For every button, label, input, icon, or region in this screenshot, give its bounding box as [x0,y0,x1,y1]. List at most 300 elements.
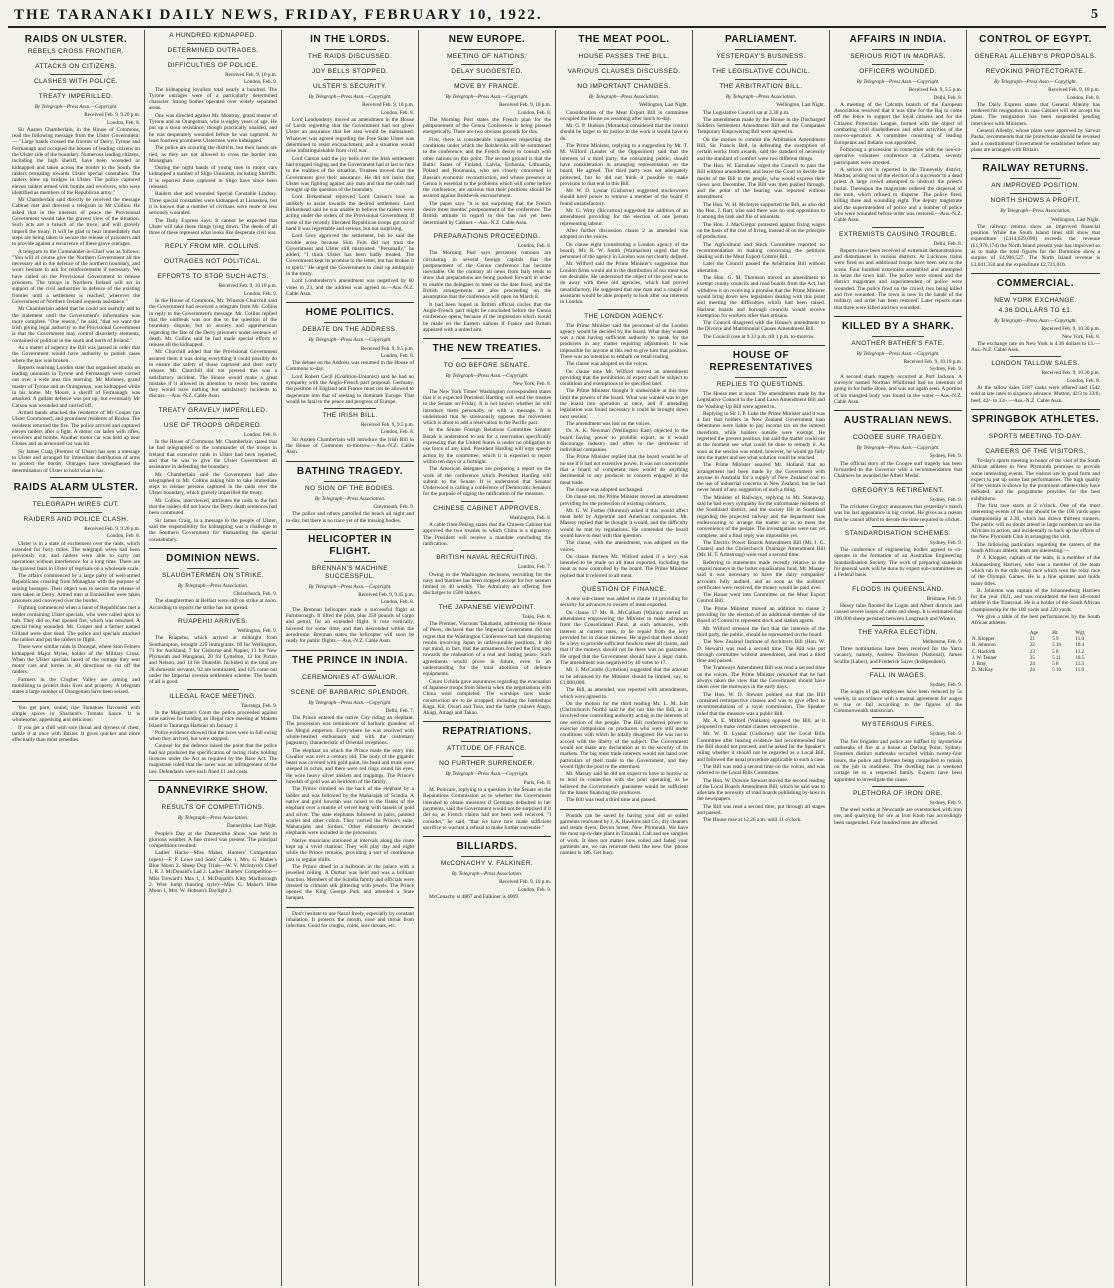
paragraph: Mr. G. P. Hudson (Motueka) considered that the control should be larger to do justice to the work it would have to do. [560,123,688,142]
table-row [971,668,1100,674]
paragraph: P. J. Klopper, captain of the team, is a member of the Johannesburg Harriers, who was a member of the team which ran in the mile relay race which won the relay race of the Olympic Games. He is a fine sprinter and holds many titles. [971,555,1100,587]
byline: By Telegraph—Press Association. [1000,208,1071,215]
dateline: Sydney, Feb. 9. [929,731,962,738]
dateline: Sydney, Feb. 9. [929,539,962,546]
table-cell: 25 [1029,655,1035,661]
headline: AUSTRALIAN NEWS. [843,415,953,427]
subheading: TELEGRAPH WIRES CUT. [32,500,120,508]
paragraph: Mr. Collins, interviewed, attributes the raids to the fact that the raiders did not know the Derry death sentences had been commuted. [149,497,277,517]
paragraph: The Bill, as amended, was reported with amendments, which were agreed to. [560,687,688,700]
paragraph: General Allenby, whose plans were approved by Sarwat Pasha, recommends that the protectorate should be revoked and a constitutional Government be established before any plans are arranged with Britain. [971,128,1100,153]
subheading: THE RAIDS DISCUSSED. [307,53,393,60]
paragraph: The House rose at 12.26 a.m. until 11 o'clock. [703,817,802,824]
subheading: RESULTS OF COMPETITIONS. [161,803,265,811]
divider [872,483,923,484]
divider [286,302,414,303]
divider [735,49,786,50]
paragraph: A serious riot is reported in the Tinnevelly district, Madras, arising out of the election of a successor to a dead priest. A large crowd attempted to obstruct the priest's burial. Thereupon the magistrate ordered the dispersal of the mob, which refused to disperse. The police fired, killing three and wounding eight. The deputy magistrate and the superintendent of police and a number of police who were wounded before order was restored.—Aus.-N.Z. Cable Assn. [834,166,962,224]
paragraph: The Prime Minister moved an addition to clause 2 providing for the election of an additional member of the Board of Control to represent stock and station agents. [697,605,825,625]
subheading: REVOKING PROTECTORATE. [985,68,1086,75]
divider [598,582,649,583]
divider [598,309,649,310]
subheading: USE OF TROOPS ORDERED. [163,421,263,429]
paragraph: Mr. Churchill added that the Provisional Government assured them it was doing everything it could possibly do to ensure the safety of those captured and their early release. Mr. Churchill did not pretend this was a satisfactory incident. The House would make a great mistake if it allowed its attention to recent few months they would have nothing but satisfactory incidents to discuss.—Aus.-N.Z. Cable Assn. [149,349,277,400]
divider [286,529,414,530]
byline: By Telegraph—Press Association. [177,814,249,821]
paragraph: If you get a chill with sore throat and dryness of chest, tackle it at once with Baxter. It gives quicker and more effectually than most remedies. [12,724,140,744]
byline: By Telegraph—Press Association. [177,582,249,589]
dateline: Received Feb. 9, 10.30 p.m. [1041,326,1100,333]
paragraph: A cable from Peking states that the Chinese Cabinet has approved the two treaties to which China is a signatory. The President will receive a mandate concluding the ratification. [423,522,551,547]
paragraph: To-day's sports meeting in honor of the visit of the South African athletes to New Plymouth promises to provide some interesting events. The visitors are in good form and expect to put up some fast performances. The high quality of the visitors is shown by the prominent athletes they have defeated, and the programme provides for the best exhibitions. [971,457,1100,502]
dateline: London, Feb. 9. [244,290,277,297]
dateline: New York, Feb. 8. [1062,333,1100,340]
paragraph: You get pure, sound, ripe Tomatoes flavoured with simple spices in Sharland's Tomato Sauce. It is wholesome, appetising and delicious. [12,704,140,724]
subheading: DEBATE ON THE ADDRESS. [302,326,398,334]
dateline: Received Feb. 9, 5.5 p.m. [908,87,962,94]
dateline: Received Feb. 9, 9.20 p.m. [84,112,140,119]
divider [560,809,688,810]
divider [286,907,414,908]
paragraph: The Daily Express says: It cannot be expected that Ulster will take these things lying down. The deeds of all three of these represent what looks like desperate civil war. [149,217,277,237]
paragraph: The Morning Post states the French plan for the postponement of the Genoa Conference is being pressed energetically. There are two obvious grounds for this. [423,116,551,136]
dateline: London, Feb. 8. [107,533,140,540]
dateline: Received Feb. 9, 10 p.m. [225,72,277,78]
paragraph: The conference of engineering bodies agreed to co-operate in the formation of an Australian Engineering Standardisation Society. The work of preparing standards for general work will be done by expert sub-committees on a Federal basis. [834,547,962,579]
headline: HOME POLITICS. [305,307,395,319]
divider [1010,64,1062,65]
dateline: Wellington, Last Night. [639,102,688,109]
paragraph: On the motion to commit the Arbitration Amendment Bill, Sir Francis Bell, in defending the exemption of certain works from awards, said the standard of necessity and the standard of comfort were two different things. [697,136,825,162]
headline: RAIDS ALARM ULSTER. [13,481,139,493]
paragraph: It had been hoped in British official circles that the Anglo-French pact might be concluded before the Genoa conference opens, because of the impression which would be made on the Eastern nations if France and Britain appeared with a united aim. [423,301,551,333]
paragraph: Don't hesitate to use Nazol freely, especially by constant inhalation. It protects the mouth, nose and throat from infection. Good for coughs, colds, sore throats, etc. [286,910,414,930]
paragraph: The Brennan helicopter made a successful flight at Farnborough. It lifted the pilot, plus 250 pounds of cargo and petrol, for an extended flight. It rose vertically, hovered for some time, and then descended within the aerodrome. Brennan states the helicopter will soon be ready for public flights.—Aus.-N.Z. Cable Assn. [286,606,414,645]
dateline: London, Feb. 9. [244,79,277,86]
dateline: Received Feb. 9, 10 p.m. [362,102,414,109]
byline: By Telegraph—Press Assn.—Copyright. [994,317,1077,324]
divider [461,856,512,857]
paragraph: On the motion for the third reading Mr. L. M. Isitt (Christchurch North) said he did not like the Bill, as it involved one controlling authority acting in the interests of one section of the people. The Bill conferred power to exercise compulsion on producers who were still under conditions with which he totally disagreed. He was not in accord with the liberty of the subject. The Government would not make any declaration as to the security of its markets. The big meat trade interests would not hand over particulars of their trade to the Government, and they would fight the pool to the uttermost. [560,700,688,770]
table-cell: 5 8 [1052,662,1059,668]
subheading: REPLY FROM MR. COLLINS. [164,243,261,251]
divider [461,79,512,80]
divider [423,338,551,339]
paragraph: B. Johnston was captain of the Johannesburg Harriers for the year 1921, and was considered the best all-round athlete in the Transvaal. He is a holder of the South African championship for the 100 yards and 220 yards. [971,587,1100,613]
divider [187,614,238,615]
divider [324,79,375,80]
headline: CONTROL OF EGYPT. [979,34,1092,45]
dateline: Washington, Feb. 8. [509,514,551,521]
paragraph: Three nominations have been received for the Yarra vacancy, namely, Andrew Davidson (National), James Scullin (Labor), and Frederick Sayer (Independent). [834,646,962,665]
masthead-title: THE TARANAKI DAILY NEWS, FRIDAY, FEBRUARY 10, 1922. [14,6,543,23]
byline: By Telegraph—Press Assn.—Copyright. [856,445,940,452]
byline: By Telegraph—Press Association. [588,94,660,100]
divider [461,229,512,230]
paragraph: The elephant on which the Prince made the entry into Gwalior was over a century old. The body of the gigantic beast was covered with gold paint, his head and trunk were steeped in ochre, and there were red rings round his eyes. He wore heavy silver anklets and trappings. The Prince's howdah of gold was an heirloom of the family. [286,747,414,786]
paragraph: The clause, with the amendment, was adopted on the voices. [560,540,688,553]
table-cell: J. W. Tenner [972,655,997,661]
dateline: Sydney, Feb. 9. [929,453,962,460]
dateline: London, Feb. 8. [244,431,277,438]
subheading: THE IRISH BILL. [322,412,378,420]
headline: AFFAIRS IN INDIA. [849,34,947,45]
paragraph: Farmers in the Clogher Valley are arming and mobilising to protect their lives and property. A telegram states a large number of Orangemen have been seized. [12,676,140,696]
table-cell: D. McKay [972,668,994,674]
dateline: London, Feb. 8. [381,429,414,436]
paragraph: Following a procession in connection with the non-co-operative volunteer conference at Calcutta, seventy participants were arrested. [834,146,962,166]
subheading: MYSTERIOUS FIRES. [861,721,935,729]
divider [872,49,923,50]
table-cell: C. Hasforth [972,649,996,655]
divider [187,58,238,59]
divider [1010,356,1062,357]
paragraph: Reports reaching London state that organised attacks on leading unionists in Tyrone and Fermanagh were carried out over a wide area this morning. Mr Moloney, grand master of Tyrone and an Orangeman, was kidnapped while in his home. Mr Moore, a sheriff of Fermanagh, was attacked. A gallant defence was put up, but eventually Mr Carson was wounded and carried off. [12,364,140,409]
headline: DANNEVIRKE SHOW. [157,784,269,796]
headline: HOUSE OF REPRESENTATIVES [709,349,813,373]
divider [187,568,238,569]
table-cell: 21 [1029,636,1035,642]
column-7 [830,30,967,1286]
paragraph: Ulster is in a state of excitement over the raids, which extended for forty miles. The telegraph wires had been previously cut, and raiders were able to carry out operations without interference for a long time. There are the gravest fears in Ulster of reprisals on a wholesale scale. [12,540,140,572]
subheading: OUTRAGES NOT POLITICAL. [164,258,262,266]
dateline: Delhi, Feb. 8. [933,240,962,247]
headline: NEW EUROPE. [448,34,526,45]
subheading: ATTITUDE OF FRANCE. [446,745,528,753]
headline: SPRINGBOK ATHLETES. [971,413,1100,425]
divider [50,89,101,90]
divider [324,561,375,562]
paragraph: The Council disagreed with the House's amendment to the Divorce and Matrimonial Causes Amendment Bill. [697,320,825,333]
paragraph: Lord Londonderry moved an amendment in the House of Lords regretting that the Government had not given Ulster an assurance that her area would be maintained. Whatever was agreed regarding the Free State Ulster was determined to resist encroachment, and a situation would arise indistinguishable from civil war. [286,116,414,155]
paragraph: Mr Chamberlain added that he could not usefully add to the statement until the Government's information was more complete. "One reason," he said, "that we want the Irish giving legal authority to the Provisional Government is that the Government may control disorderly elements, contained or political in the south and north of Ireland." [12,306,140,344]
subheading: BRITISH NAVAL RECRUITING. [436,554,538,562]
subheading: SCENE OF BARBARIC SPLENDOR. [290,688,410,696]
paragraph: Counsel for the defence raised the point that the police had not produced the specification of racing clubs holding licences under the Act as required by the Race Act. The magistrate ruled that the races was an infringement of the law. Defendants were each fined £1 and costs. [149,743,277,775]
paragraph: The official story of the Coogee surf tragedy has been forwarded to the Governor with a recommendation that Chalmers be awarded the Albert Medal. [834,460,962,480]
paragraph: Sir James Craig, in a message to the people of Ulster, said the responsibility for kidnapping was a challenge to the Southern Government for dismantling the special constabulary. [149,517,277,543]
divider [187,403,238,404]
divider [324,49,375,50]
subheading: ILLEGAL RACE MEETING. [169,692,257,700]
dateline: Sydney, Feb. 9. [929,682,962,688]
headline: HELICOPTER IN FLIGHT. [308,533,392,557]
headline: DOMINION NEWS. [166,552,260,564]
paragraph: Mr. A. E. Mitford (Waikato) opposed the Bill, as it proposed to make certain clauses retrospective. [697,717,825,731]
table-header-cell: Age [1029,630,1039,636]
subheading: NO SIGN OF THE BODIES. [305,484,395,492]
divider [149,548,277,549]
paragraph: In the Magistrate's Court the police proceeded against nine natives for holding an illegal race meeting at Maketu Island to Tauranga Harbour on January 3. [149,709,277,729]
divider [286,650,414,651]
divider [324,670,375,671]
table-cell: 23 [1029,649,1035,655]
subheading: SERIOUS RIOT IN MADRAS. [850,53,946,60]
paragraph: In the Senate Foreign Relations Committee Senator Borah is understood to ask for a reservation specifically expressing that the United States is under no obligation to use force of any kind. President Harding will urge speedy action by the committee, which it is expected to report within ten days or a fortnight. [423,427,551,465]
paragraph: Mr. G. W. Forbes (Hurunui) asked if this would affect meat held by Argentine and American companies. Mr. Massey replied that he thought it would, and the difficulty would be met by regulations. He contended the board would have to deal with that question. [560,507,688,539]
paragraph: The Prince dined in a ballroom in the palace with a jewelled ceiling. A Durbar was held and was a brilliant function. Members of the Scindia family and officials were dressed in crimson silk glittering with jewels. The Prince opened the King George Park and attended a State banquet. [286,863,414,902]
table-cell: 5 8 [1052,649,1059,655]
subheading: THE ARBITRATION BILL. [719,83,803,90]
divider [50,477,101,478]
divider [598,64,649,65]
paragraph: The House met at noon. The amendments made by the Legislative Council in the Land Laws Amendment Bill and the Washing-Up Bill were agreed to. [697,390,825,410]
subheading: TO GO BEFORE SENATE. [443,362,531,370]
headline: COMMERCIAL. [996,277,1075,289]
divider [1010,193,1062,194]
table-cell: 11.0 [1075,668,1084,674]
subheading: PREPARATIONS PROCEEDING. [433,232,541,240]
paragraph: The paper says "it is not surprising that the French desire three months' postponement of the conference. The British attitude in regard to this has not yet been determined by Cabinet.—Aus.-N.Z. Cable Assn. [423,200,551,226]
divider [461,756,512,757]
paragraph: Mr. W. D. Lysnar (Gisborne) suggested stockowners should have power to remove a member of the board if found unsatisfactory. [560,188,688,207]
divider [324,408,375,409]
paragraph: First, there is considerable vagueness respecting the conditions under which the Bolsheviks will be summoned to the conference, and the French desire to consult with other nations on this point. The second ground is that the Baltic States of Finland, Latvia, Esthonia, Lithuania, Poland and Roumania, who are closely concerned in Russia's economic reconstruction, and whose presence at Genoa is essential to the problems which will come before the conference, are anxious that their positions should be assured against Bolshevik encroachment. [423,136,551,200]
divider [1010,49,1062,50]
divider [187,269,238,270]
headline: KILLED BY A SHARK. [842,320,954,332]
subheading: MOVE BY FRANCE. [454,83,520,90]
paragraph: Native musicians stationed at intervals along the route kept up a vivid clamour. They will play day and night while the Prince remains, providing a sort of continuous jazz in regular shifts. [286,837,414,863]
divider [971,409,1100,410]
divider [598,49,649,50]
divider [971,273,1100,274]
paragraph: Mr. W. D. Lysnar (Gisborne) said the Local Bills Committee after hearing evidence had recommended that the Bill should not proceed, and he asked for the Speaker's ruling whether it should not be regarded as a Local Bill, and followed the usual procedure applicable to such a case. [697,731,825,763]
paragraph: The Electric Power Boards Amendment Bill (Mr. J. G. Coates) and the Christchurch Drainage Amendment Bill (Mr. H. T. Armstrong) were read a second time. [697,539,825,559]
paragraph: The amendments made by the House in the Discharged Soldiers Settlement Amendment Bill and the Companies Temporary Empowering Bill were agreed to. [697,116,825,136]
paragraph: A new sub-clause was added to clause 14 providing for security for advances to owners of meat exported. [560,596,688,609]
paragraph: The first race starts at 2 o'clock. One of the most interesting events of the day should be the 100 yards open championship at 2.30, which has drawn thirteen runners. The public will no doubt attend in large numbers to see the Africans in action, and incidentally to back up the efforts of the New Plymouth Club in arranging the visit. [971,502,1100,541]
subheading: SPORTS MEETING TO-DAY. [988,432,1083,440]
paragraph: The Premier, Viscount Takahashi, addressing the House of Peers, declared that the Imperial Government did not regret that the Washington Conference had had disquieting results involving Japan in unfavourable positions. It did not mind, in fact, that the armaments formed the first step towards the realisation of a real and lasting peace. Such agreements would prove in future, even to an understanding for the total abolition of defence equipments. [423,621,551,678]
paragraph: The Hon. W. D. Stewart pointed out that the Bill contained retrospective clauses and was to give effect to recommendations of a royal commission. The Speaker ruled that the measure was a public Bill. [697,691,825,717]
divider [187,239,238,240]
dateline: Wellington, Last Night. [1051,216,1100,223]
paragraph: Armed bands attacked the residence of Mr Cooper (an Ulster Commoner), and prominent residents of Roslea. The residents returned the fire. The police arrived and captured eleven raiders after a fight. A motor car laden with rifles, revolvers and bombs. Another motor car was held up near Clones and an armoured car was hit. [12,409,140,448]
paragraph: Mr. Massey said he did not expect to have to borrow or to lend in connection with the pool operating, as he believed the Government's guarantee would be sufficient for the banks financing the producers. [560,771,688,796]
byline: By Telegraph—Press Association. [451,871,523,878]
divider [735,79,786,80]
dateline: Tokio, Feb. 8. [522,613,551,620]
divider [286,461,414,462]
subheading: THE LONDON AGENCY. [584,312,664,320]
dateline: Received Feb. 9, 10.30 p.m. [1041,370,1100,377]
subheading: VARIOUS CLAUSES DISCUSSED. [567,68,681,75]
paragraph: One was directed against Mr. Montray, grand master of Tyrone and an Orangeman, who is eighty years of age. He put up a stout resistance, though practically unaided, and he was desperately wounded before he was captured. At least fourteen prominent Ulstermen were kidnapped. [149,112,277,144]
divider [735,64,786,65]
dateline: Tauranga, Feb. 9. [240,702,277,709]
divider [461,501,512,502]
paragraph: People's Day at the Dannevirke Show was held in glorious weather. A fine crowd was present. The principal competitions resulted: [149,830,277,850]
table-cell: 5 9 [1052,636,1059,642]
dateline: London, Feb. 8. [1067,377,1100,384]
subheading: ANOTHER BATHER'S FATE. [851,339,945,347]
subheading: TREATY GRAVELY IMPERILLED. [158,406,268,414]
divider [1010,444,1062,445]
divider [834,410,962,411]
subheading: REBELS CROSS FRONTIER. [27,48,125,55]
column-8 [967,30,1104,1286]
divider [1010,429,1062,430]
paragraph: The amendment was lost on the voices. [566,420,651,427]
paragraph: Ladies' Hacks—Miss Maher. Hunters' Competition (open)—F. P. Lowe and Sons' Cable 1, Mrs. G. Maher's Blue Moon 2. Sheep Dog Trials—W. V. McIntyre's Chief 1, R. J. McDonald's Lad 2. Ladies' Hunters' Competition—Miss Treward's Max 1, J. McDonald's Kitty Marlborough 2. Wire Jump (hunting style)—Miss G. Maher's Blue Moon 1, Mrs. W. Hobson's Daylight 2. [149,850,277,895]
paragraph: Sir James Craig (Premier of Ulster) has sent a message to Ulster and arranged for immediate distribution of arms to protect the border. Outrages have strengthened the determination of Ulster to hold what it has. [12,448,140,474]
paragraph: The Bill was read a second time on the voices, and was referred to the Local Bills Committee. [697,763,825,777]
paragraph: The Hon. W. Downie Stewart moved the second reading of the Local Boards Amendment Bill, which he said was to alleviate the necessity of road boards publishing by-laws in the newspapers. [697,777,825,803]
subheading: 4.36 DOLLARS TO £1. [998,306,1073,314]
dateline: London, Feb. 8. [1067,94,1100,101]
divider [461,600,512,601]
dateline: London, Feb. 8. [518,109,551,116]
paragraph: Raiders shot and wounded Special Constable Lindsay. Three special constables were kidnapped at Lisnaskea, but it is known that a number of civilians were more or less seriously wounded. [149,191,277,217]
divider [971,158,1100,159]
subheading: TREATY IMPERILLED. [38,93,114,100]
subheading: FLOODS IN QUEENSLAND. [852,585,944,593]
paragraph: In the House of Commons Mr. Chamberlain stated that he had telegraphed to the commander of the troops in Ireland that extensive raids in Ulster had been reported, and that he was to give the Ulster Government all assistance in defending the boundary. [149,439,277,471]
headline: THE PRINCE IN INDIA. [291,654,409,666]
subheading: FALL IN WAGES. [869,672,927,679]
paragraph: Lord Birkenhead reproved Lord Carson's tone as unlikely to assist towards the desired settlement. Lord Birkenhead said he was unable to believe the raiders were acting under the orders of the Provisional Government. If some of the recently liberated Republican troops got out of hand it was regrettable and serious, but not surprising. [286,194,414,232]
divider [872,430,923,431]
paragraph: As a matter of urgency the Bill was passed in order that the Government would have authority to punish cases where the law was broken. [12,344,140,364]
subheading: CHINESE CABINET APPROVES. [433,504,541,512]
paragraph: In the House of Commons, Mr. Winston Churchill said the Government had received a telegram from Mr. Collins in reply to the Government's message. Mr. Collins replied that the outbreak was not due to the question of the boundary dispute, but to anxiety and apprehension regarding the fate of the Derry prisoners under sentence of death. Mr. Collins said he had made special efforts to release all the kidnapped. [149,298,277,349]
paragraph: The wages of gas employees have been reduced by 5s weekly, in accordance with a mutual agreement for wages to rise or fall according to the figures of the Commonwealth statistician. [834,689,962,715]
paragraph: The Minister of Railways, replying to Mr. Stanaway, said he had every sympathy for the unfortunate residents of the Southland district, and the society felt in Southland regarding the projected railway and the department was endeavouring to arrange the matter so as to meet the convenience of the people. The investigations were not yet complete, and a final reply was impossible yet. [697,494,825,539]
subheading: THE JAPANESE VIEWPOINT. [438,603,536,611]
paragraph: Lord Robert Cecil (Coalition-Unionist) said he had no sympathy with the Anglo-French pact proposal. Germany, the position of England and France must not be allowed to degenerate into that of seeking to dominate Europe. That would be fatal to the peace and progress of Europe. [286,373,414,405]
page-number: 5 [1091,7,1100,22]
subheading: CEREMONIES AT GWALIOR. [302,673,398,681]
byline: By Telegraph—Press Assn.—Copyright. [445,373,529,380]
table-cell: 24 [1029,668,1035,674]
headline: RAIDS ON ULSTER. [24,34,128,45]
paragraph: The police are scouring the districts, but their hands are tied, as they are not allowed to cross the border into Monaghan. [149,145,277,164]
subheading: GENERAL ALLENBY'S PROPOSALS. [974,53,1097,60]
divider [324,481,375,482]
paragraph: Reports have been received of extremist demonstrations and disturbances in various districts. At Lucknow trains were fired on and additional troops have been sent to the scene. Four hundred extremists assembled and attempted to seize the town hall. The police were stoned and the district magistrate and superintendent of police were wounded. The police fired on the crowd, two being killed and five wounded. The town is now in the hands of the military, and order has been restored. Later reports state that three were killed and two wounded. [834,247,962,311]
subheading: OFFICERS WOUNDED. [859,68,937,75]
subheading: RAIDERS AND POLICE CLASH. [23,515,129,523]
paragraph: Pounds can be saved by having your old or soiled garments renovated by J. A. Hawkins and Co., dry cleaners and steam dyers, Devon Street, New Plymouth. We have the most up-to-date plant in Taranaki. Call and see samples of work. It does not matter how soiled and faded your garments are, we can renovate them like new. Our 'phone number is 186. Get busy. [560,812,688,857]
subheading: HOUSE PASSES THE BILL. [578,53,670,60]
paragraph: The Prime Minister assured Mr. Holland that no arrangement had been made by the Government with anyone in Australia for a supply of New Zealand coal to the use of industrial concerns in New Zealand, but he had never heard of any suggestion of such a thing. [697,462,825,494]
subheading: QUESTION OF FINANCE. [581,586,667,594]
subheading: NORTH SHOWS A PROFIT. [990,197,1081,205]
headline: THE MEAT POOL. [578,34,670,45]
paragraph: Fighting commenced when a band of Republicans met a tender containing Ulster specials, who were called upon to halt. They did so, but opened fire, which was returned. A special being wounded. Mr. Cooper and a farmer named Gilland were shot dead. The police and specials attacked the raiders and put the raiders to flight. [12,605,140,643]
dateline: Received Feb. 9, 10.10 p.m. [903,359,962,366]
divider [872,668,923,669]
dateline: Christchurch, Feb. 9. [233,591,277,598]
dateline: Sydney, Feb. 9. [929,799,962,806]
dateline: Sydney, Feb. 9. [929,366,962,373]
table-cell: 10.5 [1075,655,1085,661]
dateline: London, Feb. 7. [518,564,551,571]
paragraph: On clause eight (constituting a London agency of the board), Mr. R. W. Smith (Waimarino) urged that the personnel of the agency in London was not clearly defined. [560,241,688,261]
paragraph: The following particulars regarding the careers of the South African athletic team are interesting:— [971,541,1100,555]
divider [187,689,238,690]
subheading: ATTACKS ON CITIZENS. [35,63,117,70]
paragraph: Mr. G. Witty (Riccarton) suggested the addition of an amendment providing for the election of one person representing labour. [560,208,688,227]
paragraph: Lord Carson said the joy bells over the Irish settlement had stopped ringing and the Government had at last to face to the realities of the situation. Trustees moved that the Government give their assurance. He did not insist that Ulster was fighting against any man and that the raids had brought up the question of the boundary. [286,155,414,194]
divider [1010,293,1062,294]
subheading: YESTERDAY'S BUSINESS. [716,53,806,60]
subheading: AN IMPROVED POSITION. [991,182,1080,190]
table-header-cell: Wgt. [1075,630,1086,636]
dateline: Sydney, Feb. 9. [929,496,962,503]
byline: By Telegraph—Press Assn.—Copyright. [308,583,392,590]
divider [187,418,238,419]
paragraph: The Tramways Amendment Bill was read a second time on the voices. The Prime Minister remarked that he had always taken the view that the Government should have taken over the tramways in the early days. [697,665,825,691]
subheading: A HUNDRED KIDNAPPED. [169,32,257,39]
subheading: THE LEGISLATIVE COUNCIL. [711,68,811,75]
paragraph: The Prime Minister thought it undesirable at this time limit the powers of the board. What was wanted was to get the board into operation at once, and if amending legislation was found necessary it could be brought down next session. [560,388,688,420]
table-cell: 5 10 [1052,643,1061,649]
dateline: Delhi, Feb. 8. [933,94,962,101]
paragraph: The American delegates are preparing a report on the work of the conference which President Harding will submit to the Senate. It is understood that Senator Underwood is calling a conference of Democratic Senators for the purpose of urging the ratification of the measure. [423,466,551,498]
divider [872,625,923,626]
column-6 [693,30,830,1286]
paragraph: The clause was adopted unchanged. [566,486,644,493]
paragraph: The Prime Minister, replying to a suggestion by Mr. T. M. Wilford (Leader of the Opposition) said that the interests of a third party, the consuming public, should have consideration in arranging representation on the board. He agreed. The third party was not adequately protected, but he did not think it possible to make provision to that end in this Bill. [560,143,688,187]
byline: By Telegraph—Press Assn.—Copyright. [856,350,940,357]
subheading: MEETING OF NATIONS. [446,53,528,60]
divider [697,345,825,346]
divider [187,43,238,44]
divider [461,64,512,65]
table-cell: N. Klopper [972,636,995,642]
table-cell: 24 [1029,662,1035,668]
paragraph: During the night bands of young men in motor cars kidnapped a number of Sligo Unionists, including Sheriffs. It is reported those captured in Sligo have since been released. [149,165,277,191]
dateline: London, Feb. 8. [518,242,551,249]
dateline: Wellington, Last Night. [776,102,825,109]
table-cell: 10.4 [1075,643,1085,649]
paragraph: The Hon. W. Earnshaw urged the Council to pass the Bill without amendment, and leave the Court to decide the merits of the Bill to the people, who would express their views next December. The Bill was then pushed through, and the point of the hearing was reported without amendment. [697,162,825,201]
headline: REPATRIATIONS. [442,726,532,738]
paragraph: At the tallow sales 5187 casks were offered and 1542 sold at late rates to sixpence advance. Mutton, 42/3 to 33/6; beef, 42/- to 33/-.—Aus.-N.Z. Cable Assn. [971,385,1100,404]
paragraph: Mr. Wilford stressed the fact that the interests of the third party, the public, should be represented on the board. [697,625,825,638]
paragraph: The Prime Minister said the personnel of the London agency would be decided by the board. What they wanted was a man having sufficient authority to speak for the producers in any matter requiring adjustment. It was impossible for anyone at this end to give him that position. There was no intention to embark on retail trading. [560,322,688,360]
divider [423,721,551,722]
columns [8,30,1106,1286]
divider [461,550,512,551]
dateline: Dannevirke, Last Night. [226,823,277,830]
dateline: Delhi, Feb. 7. [385,707,414,714]
dateline: Received Feb. 9, 9.45 p.m. [358,592,414,599]
divider [872,582,923,583]
paragraph: Lord Londonderry's amendment was negatived by 60 votes to 23, and the address was agreed to.—Aus.-N.Z. Cable Assn. [286,278,414,297]
paragraph: The slaughtermen at Belfast were still on strike at noon. According to reports the strike has not spread. [149,598,277,611]
table-cell: J. Bray [972,662,987,668]
paragraph: Replying to Sir J. P. Luke the Prime Minister said it was a fact that holders in New Zealand Government loan debentures were liable to pay income tax on the interest therefrom, while holders outside were exempt. He regretted the present position, but said the matter could not at the moment see what could be done to remedy it. As soon as the session was ended, however, he would go fully into the matter and see what solution could be reached. [697,410,825,461]
divider [872,227,923,228]
byline: By Telegraph—Press Assn.—Copyright. [994,79,1077,85]
paragraph: The clause was adopted on the voices. [566,361,649,368]
paragraph: On clause 17 Mr. R. McCallum (Wairau) moved an amendment empowering the Minister to make advances from the Consolidated Fund, at such advances, with interest at current rates, to be repaid from the levy provided for in clause thirteen. He urged that there should be a levy to provide sufficient funds to meet all claims, and that if the moneys should not be there was no guarantee. He urged that the Government should have a legal claim. The amendment was negatived by 40 votes to 17. [560,609,688,667]
byline: By Telegraph—Press Assn.—Copyright. [308,337,392,344]
byline: By Telegraph—Press Assn.—Copyright. [308,94,392,100]
column-5 [556,30,693,1286]
paragraph: The Council rose at 9.33 p.m. till 1 p.m. to-morrow. [703,333,815,340]
table-cell: 11.0 [1075,636,1084,642]
masthead [8,4,1106,28]
column-1 [8,30,145,1286]
paragraph: The police and others patrolled the beach all night and to-day, but there is no trace yet of the missing bodies. [286,511,414,524]
divider [872,717,923,718]
paragraph: Owing to the Washington decisions, recruiting for the navy and marines has been stopped except for boy seamen limited to 40 weekly. The Admiralty are offering free discharges to 1500 stokers. [423,571,551,597]
divider [461,741,512,742]
